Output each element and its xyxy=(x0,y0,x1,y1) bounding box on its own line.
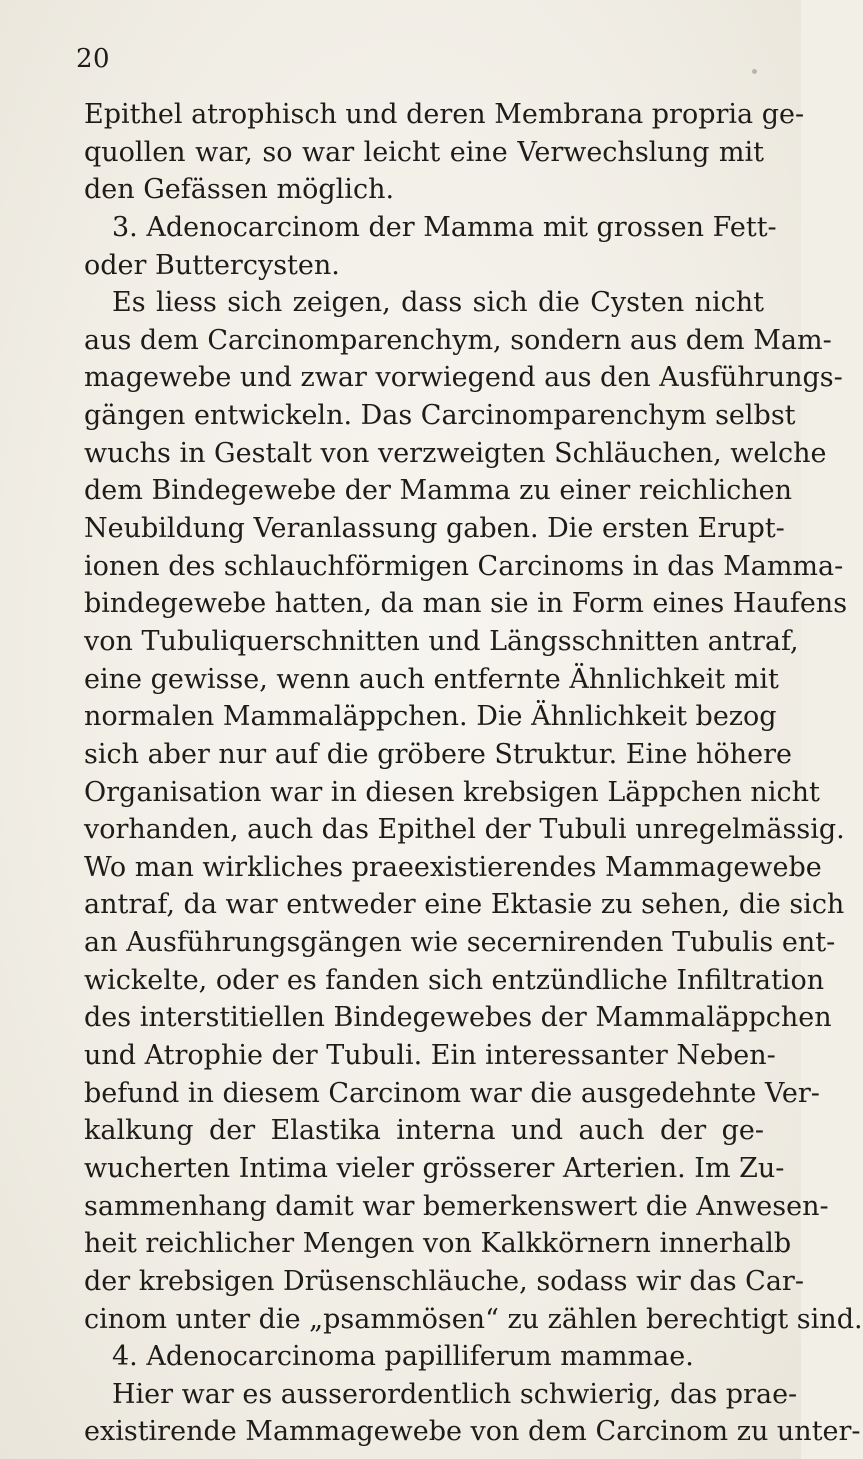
text-line: bindegewebe hatten, da man sie in Form eines Haufens xyxy=(84,588,848,620)
text-line: der krebsigen Drüsenschläuche, sodass wir das Car- xyxy=(84,1265,804,1297)
text-line: heit reichlicher Mengen von Kalkkörnern innerhalb xyxy=(84,1228,792,1260)
text-line: magewebe und zwar vorwiegend aus den Ausführungs- xyxy=(84,362,843,394)
text-line: wucherten Intima vieler grösserer Arterien. Im Zu- xyxy=(84,1152,785,1184)
text-line: aus dem Carcinomparenchym, sondern aus dem Mam- xyxy=(84,324,832,356)
text-line: Neubildung Veranlassung gaben. Die ersten Erupt- xyxy=(84,513,785,545)
text-line: Es liess sich zeigen, dass sich die Cysten nicht xyxy=(112,287,764,319)
text-line: 4. Adenocarcinoma papilliferum mammae. xyxy=(112,1341,694,1373)
text-line: des interstitiellen Bindegewebes der Mammaläppchen xyxy=(84,1002,832,1034)
text-line: befund in diesem Carcinom war die ausgedehnte Ver- xyxy=(84,1077,820,1109)
text-line: normalen Mammaläppchen. Die Ähnlichkeit bezog xyxy=(84,701,777,733)
text-line: cinom unter die „psammösen“ zu zählen berechtigt sind. xyxy=(84,1303,863,1335)
paper-speck xyxy=(752,69,757,74)
text-line: den Gefässen möglich. xyxy=(84,174,395,206)
text-line: existirende Mammagewebe von dem Carcinom zu unter- xyxy=(84,1416,861,1448)
page-number: 20 xyxy=(76,44,111,74)
text-line: Organisation war in diesen krebsigen Läppchen nicht xyxy=(84,776,820,808)
text-line: sammenhang damit war bemerkenswert die Anwesen- xyxy=(84,1190,829,1222)
text-line: von Tubuliquerschnitten und Längsschnitten antraf, xyxy=(84,625,799,657)
text-line: dem Bindegewebe der Mamma zu einer reichlichen xyxy=(84,475,792,507)
text-line: Hier war es ausserordentlich schwierig, das prae- xyxy=(112,1378,798,1410)
text-line: 3. Adenocarcinom der Mamma mit grossen Fett- xyxy=(112,211,777,243)
text-line: und Atrophie der Tubuli. Ein interessanter Neben- xyxy=(84,1040,776,1072)
text-line: sich aber nur auf die gröbere Struktur. Eine höhere xyxy=(84,738,792,770)
text-line: gängen entwickeln. Das Carcinomparenchym selbst xyxy=(84,400,796,432)
text-line: wickelte, oder es fanden sich entzündliche Infiltration xyxy=(84,964,825,996)
text-line: oder Buttercysten. xyxy=(84,249,340,281)
text-line: eine gewisse, wenn auch entfernte Ähnlichkeit mit xyxy=(84,663,779,695)
text-line: Wo man wirkliches praeexistierendes Mammagewebe xyxy=(84,851,822,883)
text-line: kalkung der Elastika interna und auch der ge- xyxy=(84,1115,764,1147)
text-line: an Ausführungsgängen wie secernirenden Tubulis ent- xyxy=(84,927,836,959)
text-line: quollen war, so war leicht eine Verwechslung mit xyxy=(84,136,764,168)
text-line: Epithel atrophisch und deren Membrana propria ge- xyxy=(84,99,805,130)
text-line: antraf, da war entweder eine Ektasie zu sehen, die sich xyxy=(84,889,845,921)
text-line: wuchs in Gestalt von verzweigten Schläuchen, welche xyxy=(84,437,827,469)
text-line: vorhanden, auch das Epithel der Tubuli unregelmässig. xyxy=(84,814,845,846)
body-text xyxy=(84,96,863,1451)
text-line: ionen des schlauchförmigen Carcinoms in das Mamma- xyxy=(84,550,844,582)
